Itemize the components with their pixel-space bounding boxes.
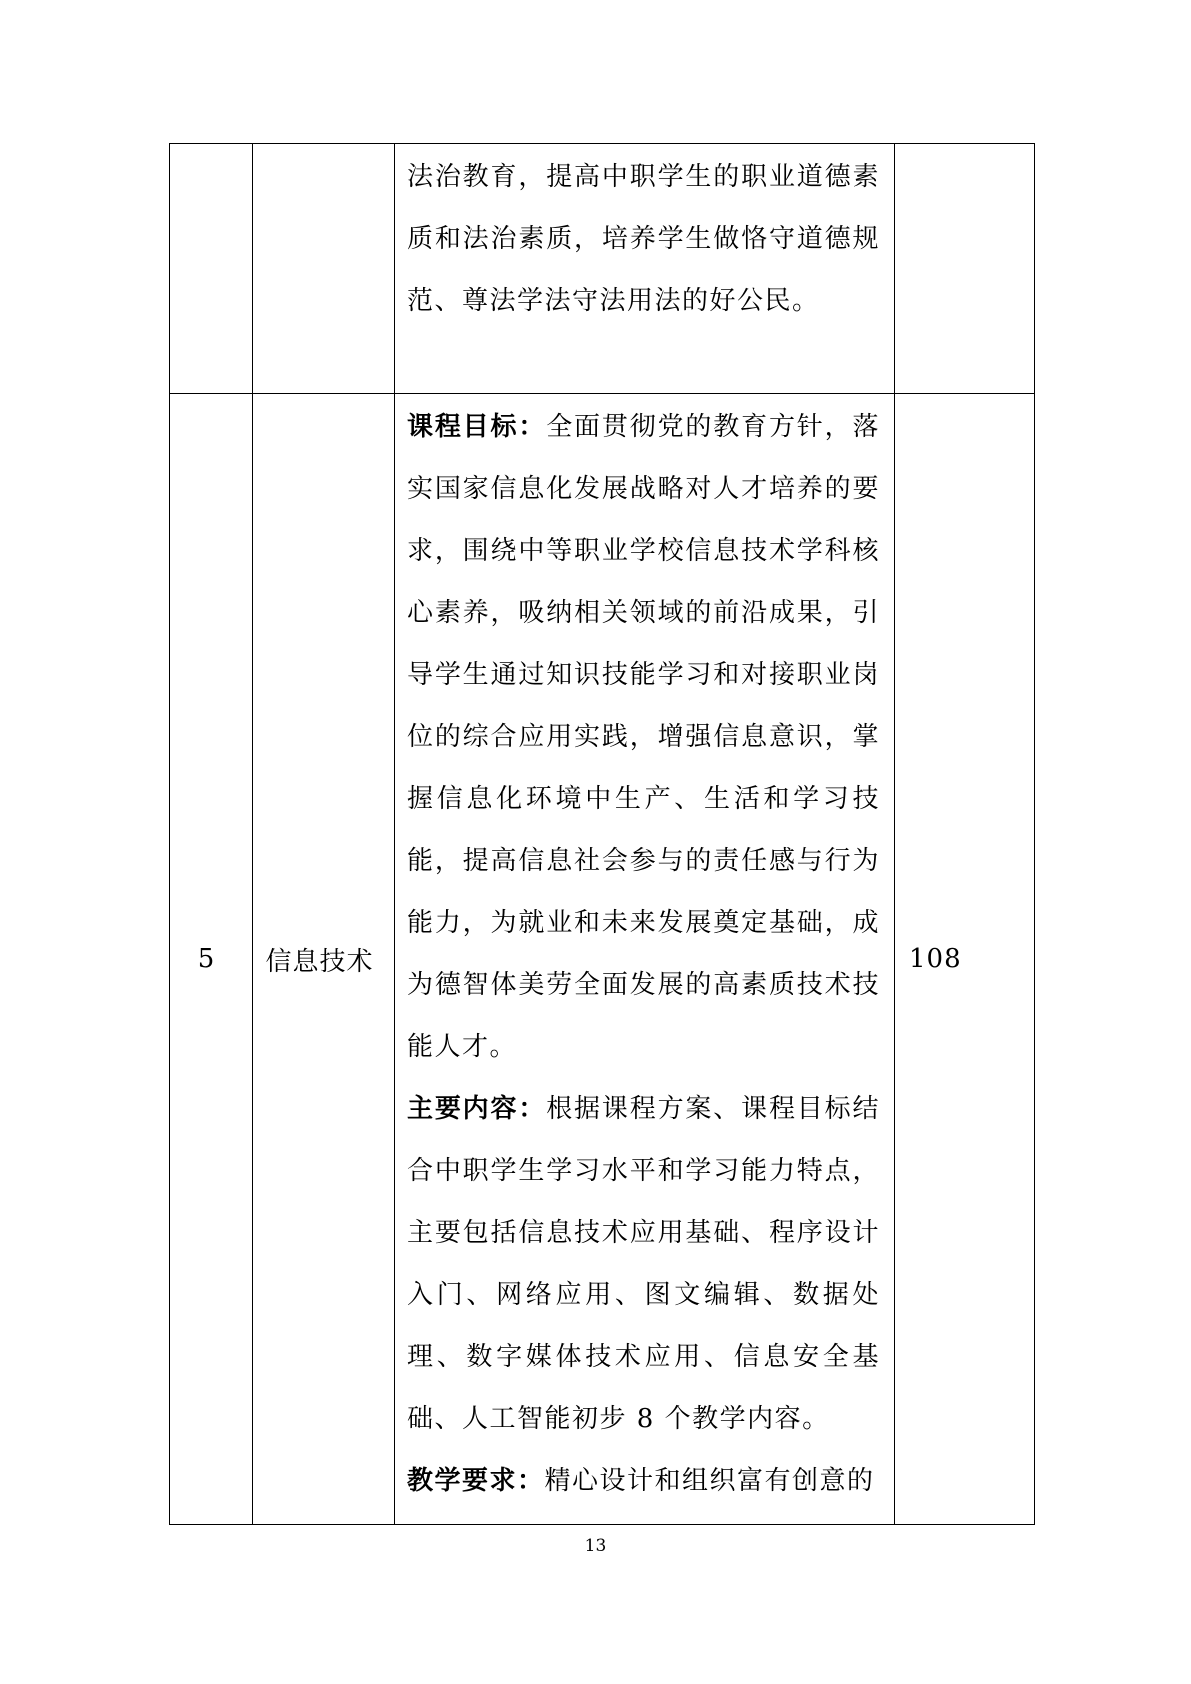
course-goal-label: 课程目标： xyxy=(407,412,547,442)
continued-description-text: 法治教育，提高中职学生的职业道德素质和法治素质，培养学生做恪守道德规范、尊法学法守法用法的好公民。 xyxy=(407,162,880,316)
teaching-requirement-text: 精心设计和组织富有创意的 xyxy=(544,1466,875,1496)
main-content-paragraph xyxy=(407,1078,880,1450)
course-table xyxy=(169,143,1035,1525)
course-goal-text: 全面贯彻党的教育方针，落实国家信息化发展战略对人才培养的要求，围绕中等职业学校信息技术学科核心素养，吸纳相关领域的前沿成果，引导学生通过知识技能学习和对接职业岗位的综合应用实践，增强信息意识，掌握信息化环境中生产、生活和学习技能，提高信息社会参与的责任感与行为能力，为就业和未来发展奠定基础，成为德智体美劳全面发展的高素质技术技能人才。 xyxy=(407,412,880,1062)
course-hours-cell xyxy=(895,144,1035,394)
teaching-requirement-label: 教学要求： xyxy=(407,1466,545,1496)
page-number: 13 xyxy=(584,1536,607,1556)
course-name-cell: 信息技术 xyxy=(253,394,395,1525)
main-content-label: 主要内容： xyxy=(407,1094,547,1124)
course-description-cell xyxy=(395,144,895,394)
table-row-continued xyxy=(170,144,1035,394)
course-description-cell xyxy=(395,394,895,1525)
teaching-requirement-paragraph xyxy=(407,1450,880,1512)
course-hours-cell: 108 xyxy=(895,394,1035,1525)
row-number-cell xyxy=(170,144,253,394)
table-row-course-5 xyxy=(170,394,1035,1525)
course-goal-paragraph xyxy=(407,396,880,1078)
row-number-cell: 5 xyxy=(170,394,253,1525)
main-content-text: 根据课程方案、课程目标结合中职学生学习水平和学习能力特点，主要包括信息技术应用基础、程序设计入门、网络应用、图文编辑、数据处理、数字媒体技术应用、信息安全基础、人工智能初步 8 个教学内容。 xyxy=(407,1094,880,1434)
course-name-cell xyxy=(253,144,395,394)
